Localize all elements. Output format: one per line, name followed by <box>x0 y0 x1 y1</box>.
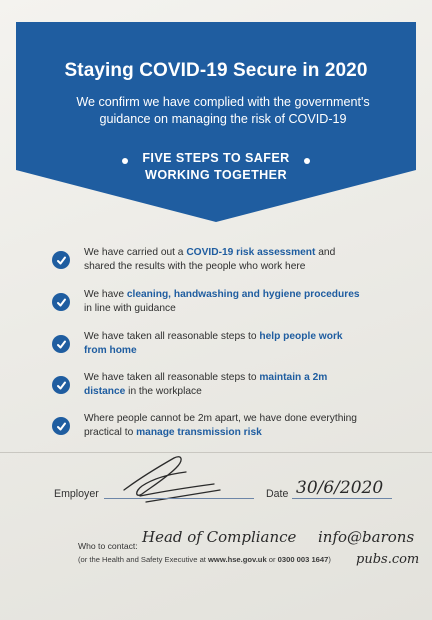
item-text-highlight: cleaning, handwashing and hygiene procedures <box>126 289 360 300</box>
steps-line-2: WORKING TOGETHER <box>145 168 287 182</box>
item-text <box>84 288 360 316</box>
item-text-plain: and <box>315 247 336 258</box>
list-item <box>52 371 402 399</box>
hse-contact-note <box>78 555 331 564</box>
check-circle-icon <box>52 251 70 269</box>
list-item <box>52 246 402 274</box>
item-text-plain: Where people cannot be 2m apart, we have done everything <box>84 413 357 424</box>
item-text <box>84 330 343 358</box>
item-text-highlight: help people work <box>259 331 343 342</box>
date-line <box>292 498 392 499</box>
item-text <box>84 246 335 274</box>
date-value: 30/6/2020 <box>296 478 384 498</box>
check-circle-icon <box>52 293 70 311</box>
employer-label: Employer <box>54 488 99 500</box>
steps-line-1: FIVE STEPS TO SAFER <box>142 151 290 165</box>
contact-value: Head of Compliance <box>142 528 297 546</box>
header-banner <box>16 22 416 222</box>
contact-email-line-2: pubs.com <box>356 552 420 567</box>
hse-phone: 0300 003 1647 <box>277 555 329 564</box>
item-text-plain: in line with guidance <box>84 303 176 314</box>
item-text-plain: shared the results with the people who work here <box>84 261 306 272</box>
check-circle-icon <box>52 417 70 435</box>
item-text-plain: practical to <box>84 427 137 438</box>
item-text-plain: We have <box>84 289 127 300</box>
list-item <box>52 288 402 316</box>
hse-text: ) <box>328 555 331 564</box>
contact-label: Who to contact: <box>78 541 138 551</box>
item-text-highlight: COVID-19 risk assessment <box>186 247 316 258</box>
employer-signature-line <box>104 498 254 499</box>
subtitle-line-1: We confirm we have complied with the government's <box>76 95 370 109</box>
subtitle-line-2: guidance on managing the risk of COVID-19 <box>99 112 347 126</box>
item-text-highlight: from home <box>84 345 137 356</box>
item-text-highlight: distance <box>84 386 126 397</box>
list-item <box>52 412 402 440</box>
item-text-highlight: manage transmission risk <box>136 427 262 438</box>
steps-heading <box>16 150 416 184</box>
hse-text: or <box>266 555 278 564</box>
signature-icon <box>110 448 240 510</box>
item-text <box>84 412 357 440</box>
hse-text: (or the Health and Safety Executive at <box>78 555 209 564</box>
item-text-plain: We have taken all reasonable steps to <box>84 331 260 342</box>
date-label: Date <box>266 488 289 500</box>
page-title: Staying COVID-19 Secure in 2020 <box>64 60 368 81</box>
list-item <box>52 330 402 358</box>
header-subtitle <box>38 94 408 128</box>
item-text-highlight: maintain a 2m <box>259 372 328 383</box>
item-text-plain: We have carried out a <box>84 247 187 258</box>
check-circle-icon <box>52 376 70 394</box>
item-text-plain: We have taken all reasonable steps to <box>84 372 260 383</box>
hse-website-link[interactable]: www.hse.gov.uk <box>208 555 267 564</box>
check-circle-icon <box>52 335 70 353</box>
contact-email-line-1: info@barons <box>318 528 415 546</box>
item-text-plain: in the workplace <box>125 386 202 397</box>
item-text <box>84 371 327 399</box>
